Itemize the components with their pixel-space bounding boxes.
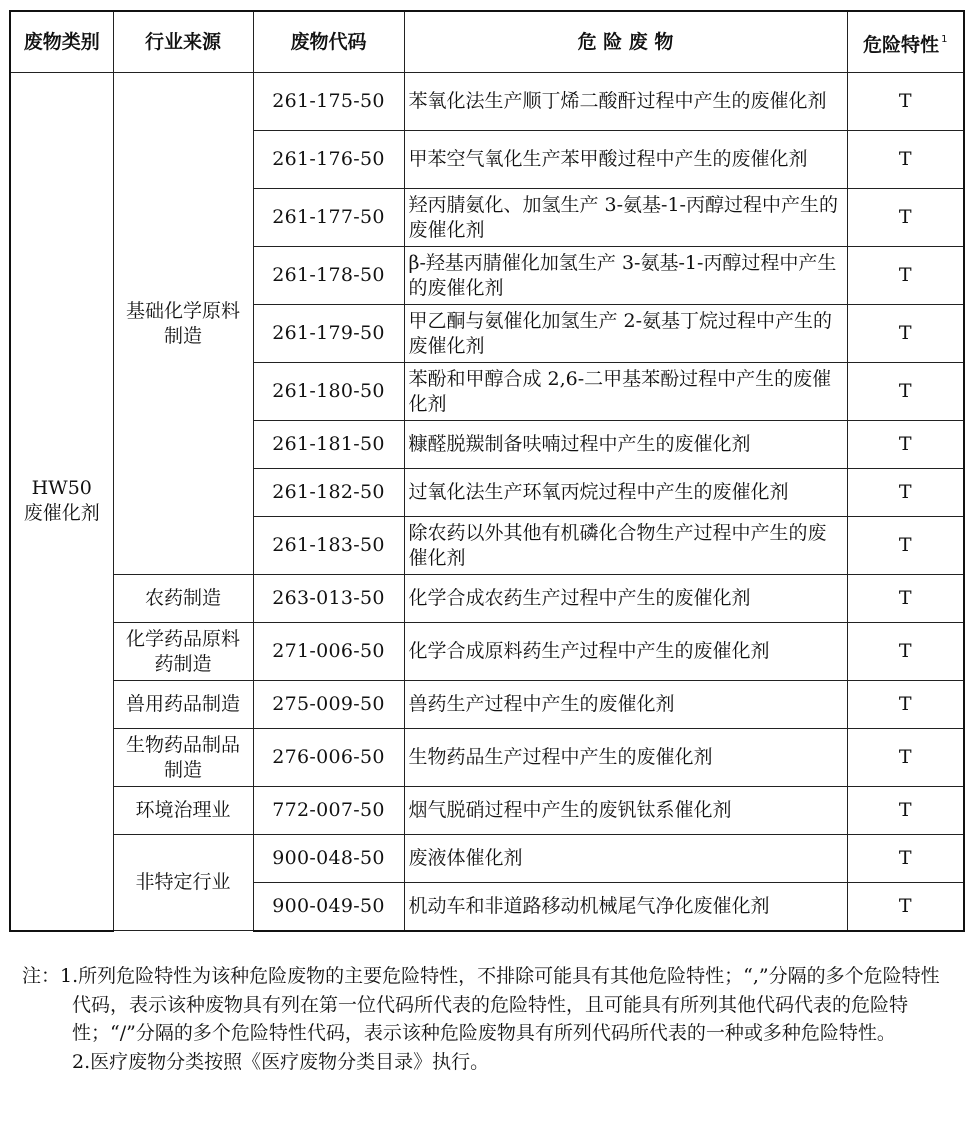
property-cell: T [847,517,964,575]
header-property [847,11,964,73]
industry-cell: 兽用药品制造 [113,681,253,729]
code-cell: 261-178-50 [253,247,404,305]
code-cell: 276-006-50 [253,729,404,787]
description-cell: 过氧化法生产环氧丙烷过程中产生的废催化剂 [404,469,847,517]
description-cell: 兽药生产过程中产生的废催化剂 [404,681,847,729]
header-industry: 行业来源 [113,11,253,73]
hazardous-waste-table [9,10,965,932]
footnote-1-text: 1.所列危险特性为该种危险废物的主要危险特性，不排除可能具有其他危险特性；“,”分隔的多个危险特性代码，表示该种废物具有列在第一位代码所代表的危险特性，且可能具有所列其他代码代表的危险特性；“/”分隔的多个危险特性代码，表示该种危险废物具有所列代码所代表的一种或多种危险特性。 [60,965,940,1044]
code-cell: 261-176-50 [253,131,404,189]
industry-label: 生物药品制品制造 [125,733,240,781]
table-row [10,681,964,729]
code-cell: 261-180-50 [253,363,404,421]
table-row [10,787,964,835]
industry-label: 化学药品原料药制造 [125,627,240,675]
footnote-marker: 1 [941,33,948,45]
category-cell [10,73,113,931]
code-cell: 261-183-50 [253,517,404,575]
industry-cell: 农药制造 [113,575,253,623]
header-code: 废物代码 [253,11,404,73]
industry-cell [113,729,253,787]
description-cell: 糠醛脱羰制备呋喃过程中产生的废催化剂 [404,421,847,469]
table-row [10,575,964,623]
code-cell: 275-009-50 [253,681,404,729]
description-cell: 苯氧化法生产顺丁烯二酸酐过程中产生的废催化剂 [404,73,847,131]
property-cell: T [847,681,964,729]
description-cell: 除农药以外其他有机磷化合物生产过程中产生的废催化剂 [404,517,847,575]
industry-cell: 非特定行业 [113,835,253,931]
property-cell: T [847,787,964,835]
description-cell: 苯酚和甲醇合成 2,6-二甲基苯酚过程中产生的废催化剂 [404,363,847,421]
industry-label: 基础化学原料制造 [125,299,240,347]
industry-cell [113,73,253,575]
header-waste: 危 险 废 物 [404,11,847,73]
property-cell: T [847,247,964,305]
industry-cell [113,623,253,681]
code-cell: 261-181-50 [253,421,404,469]
description-cell: β-羟基丙腈催化加氢生产 3-氨基-1-丙醇过程中产生的废催化剂 [404,247,847,305]
code-cell: 261-177-50 [253,189,404,247]
description-cell: 烟气脱硝过程中产生的废钒钛系催化剂 [404,787,847,835]
header-category: 废物类别 [10,11,113,73]
industry-cell: 环境治理业 [113,787,253,835]
table-row [10,623,964,681]
footnote-2: 2.医疗废物分类按照《医疗废物分类目录》执行。 [72,1050,490,1073]
property-cell: T [847,131,964,189]
property-cell: T [847,469,964,517]
notes-label: 注： [22,965,61,987]
table-row [10,729,964,787]
description-cell: 羟丙腈氨化、加氢生产 3-氨基-1-丙醇过程中产生的废催化剂 [404,189,847,247]
property-cell: T [847,305,964,363]
description-cell: 生物药品生产过程中产生的废催化剂 [404,729,847,787]
footnote-1 [22,962,952,1048]
table-row [10,835,964,883]
description-cell: 机动车和非道路移动机械尾气净化废催化剂 [404,883,847,931]
property-cell: T [847,883,964,931]
code-cell: 263-013-50 [253,575,404,623]
property-cell: T [847,623,964,681]
code-cell: 261-182-50 [253,469,404,517]
description-cell: 甲乙酮与氨催化加氢生产 2-氨基丁烷过程中产生的废催化剂 [404,305,847,363]
property-cell: T [847,73,964,131]
table-header-row [10,11,964,73]
property-cell: T [847,421,964,469]
code-cell: 261-175-50 [253,73,404,131]
code-cell: 271-006-50 [253,623,404,681]
category-code: HW50 [31,477,92,500]
code-cell: 900-048-50 [253,835,404,883]
category-name: 废催化剂 [23,502,100,525]
code-cell: 261-179-50 [253,305,404,363]
code-cell: 772-007-50 [253,787,404,835]
property-cell: T [847,835,964,883]
description-cell: 化学合成原料药生产过程中产生的废催化剂 [404,623,847,681]
description-cell: 甲苯空气氧化生产苯甲酸过程中产生的废催化剂 [404,131,847,189]
table-row [10,73,964,131]
property-cell: T [847,729,964,787]
description-cell: 化学合成农药生产过程中产生的废催化剂 [404,575,847,623]
property-cell: T [847,363,964,421]
footnotes [22,962,952,1076]
header-property-label: 危险特性 [863,33,940,56]
property-cell: T [847,575,964,623]
description-cell: 废液体催化剂 [404,835,847,883]
property-cell: T [847,189,964,247]
code-cell: 900-049-50 [253,883,404,931]
